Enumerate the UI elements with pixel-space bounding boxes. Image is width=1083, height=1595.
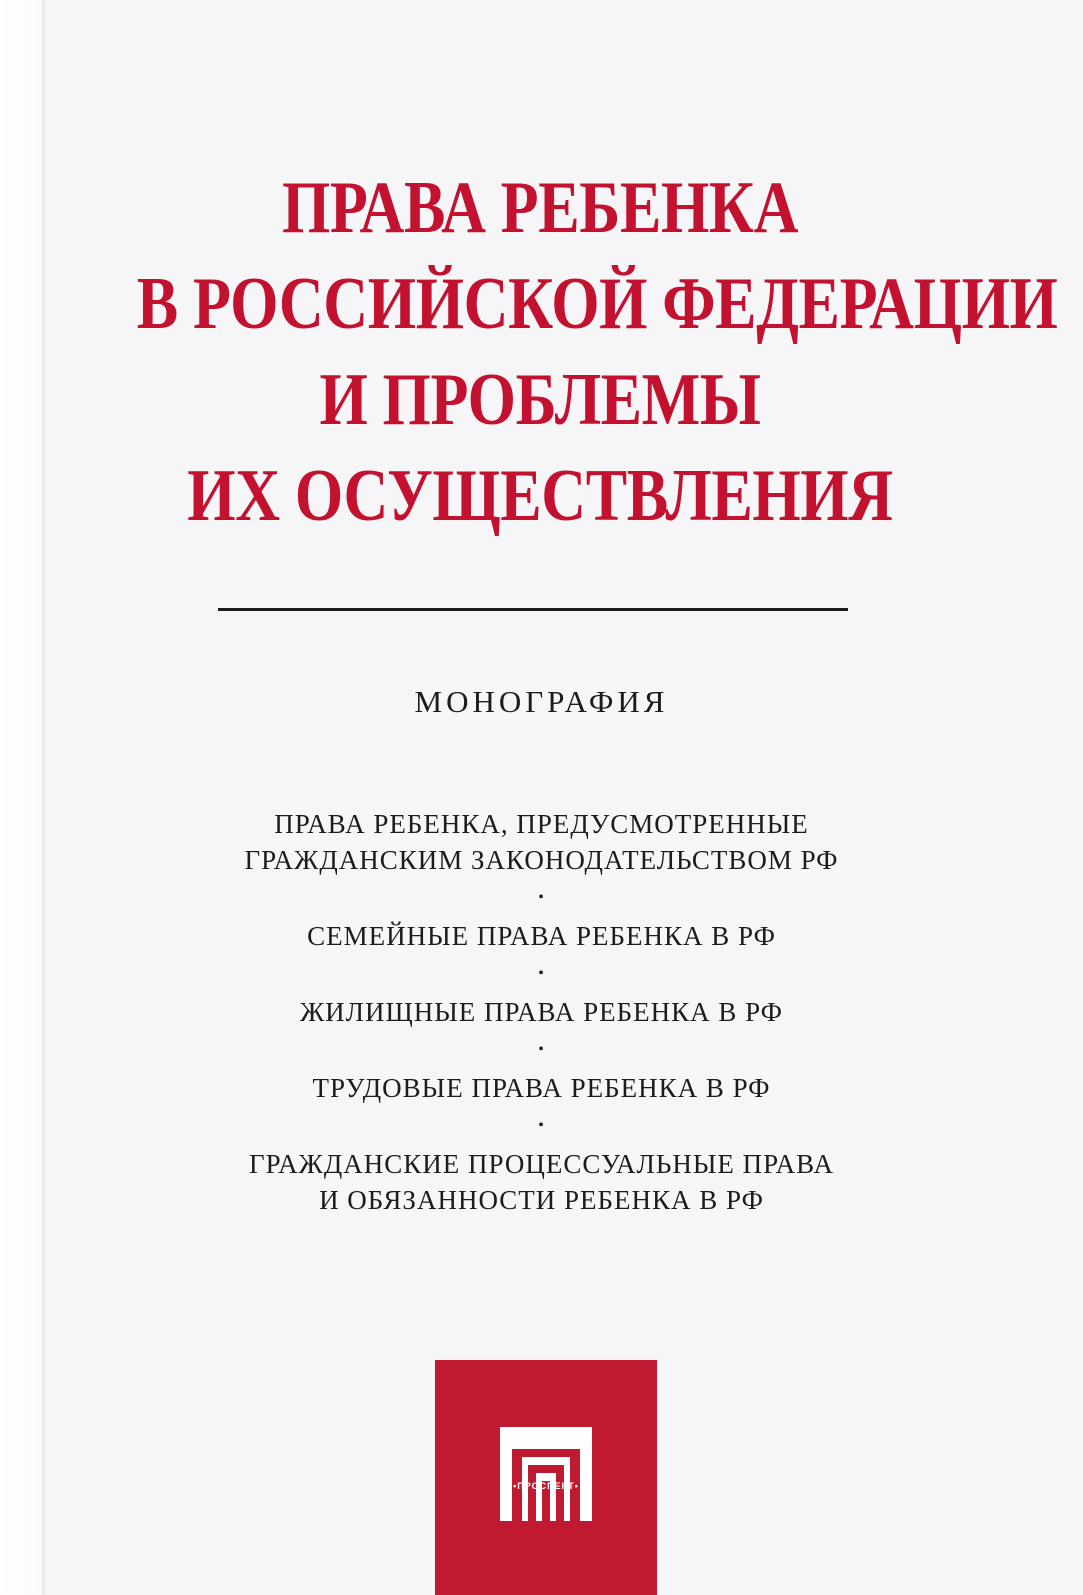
topic-item <box>150 1070 933 1106</box>
title-divider <box>218 608 848 611</box>
topic-item <box>150 994 933 1030</box>
book-title <box>136 160 1058 544</box>
bullet-separator: • <box>538 1041 545 1058</box>
title-line: ИХ ОСУЩЕСТВЛЕНИЯ <box>187 455 893 537</box>
bullet-separator: • <box>538 965 545 982</box>
topics-list <box>150 806 933 1218</box>
publisher-name: •ПРОСПЕКТ• <box>513 1481 579 1491</box>
spine-crease <box>43 0 44 1595</box>
topic-item <box>150 806 933 878</box>
genre-label: МОНОГРАФИЯ <box>414 684 669 719</box>
title-line: ПРАВА РЕБЕНКА <box>281 167 799 249</box>
publisher-logo-block <box>435 1360 657 1595</box>
bullet-separator: • <box>538 1117 545 1134</box>
topic-line: И ОБЯЗАННОСТИ РЕБЕНКА В РФ <box>319 1185 764 1215</box>
topic-item <box>150 1146 933 1218</box>
topic-item <box>150 918 933 954</box>
topic-line: ЖИЛИЩНЫЕ ПРАВА РЕБЕНКА В РФ <box>299 997 784 1027</box>
topic-line: ГРАЖДАНСКИМ ЗАКОНОДАТЕЛЬСТВОМ РФ <box>244 845 839 875</box>
spine-edge <box>0 0 46 1595</box>
topic-line: СЕМЕЙНЫЕ ПРАВА РЕБЕНКА В РФ <box>307 921 776 951</box>
title-line: И ПРОБЛЕМЫ <box>319 359 761 441</box>
bullet-separator: • <box>538 889 545 906</box>
topic-line: ГРАЖДАНСКИЕ ПРОЦЕССУАЛЬНЫЕ ПРАВА <box>249 1149 834 1179</box>
topic-line: ПРАВА РЕБЕНКА, ПРЕДУСМОТРЕННЫЕ <box>274 809 809 839</box>
topic-line: ТРУДОВЫЕ ПРАВА РЕБЕНКА В РФ <box>312 1073 771 1103</box>
archway-logo-icon <box>500 1427 592 1521</box>
title-line: В РОССИЙСКОЙ ФЕДЕРАЦИИ <box>136 263 1058 345</box>
